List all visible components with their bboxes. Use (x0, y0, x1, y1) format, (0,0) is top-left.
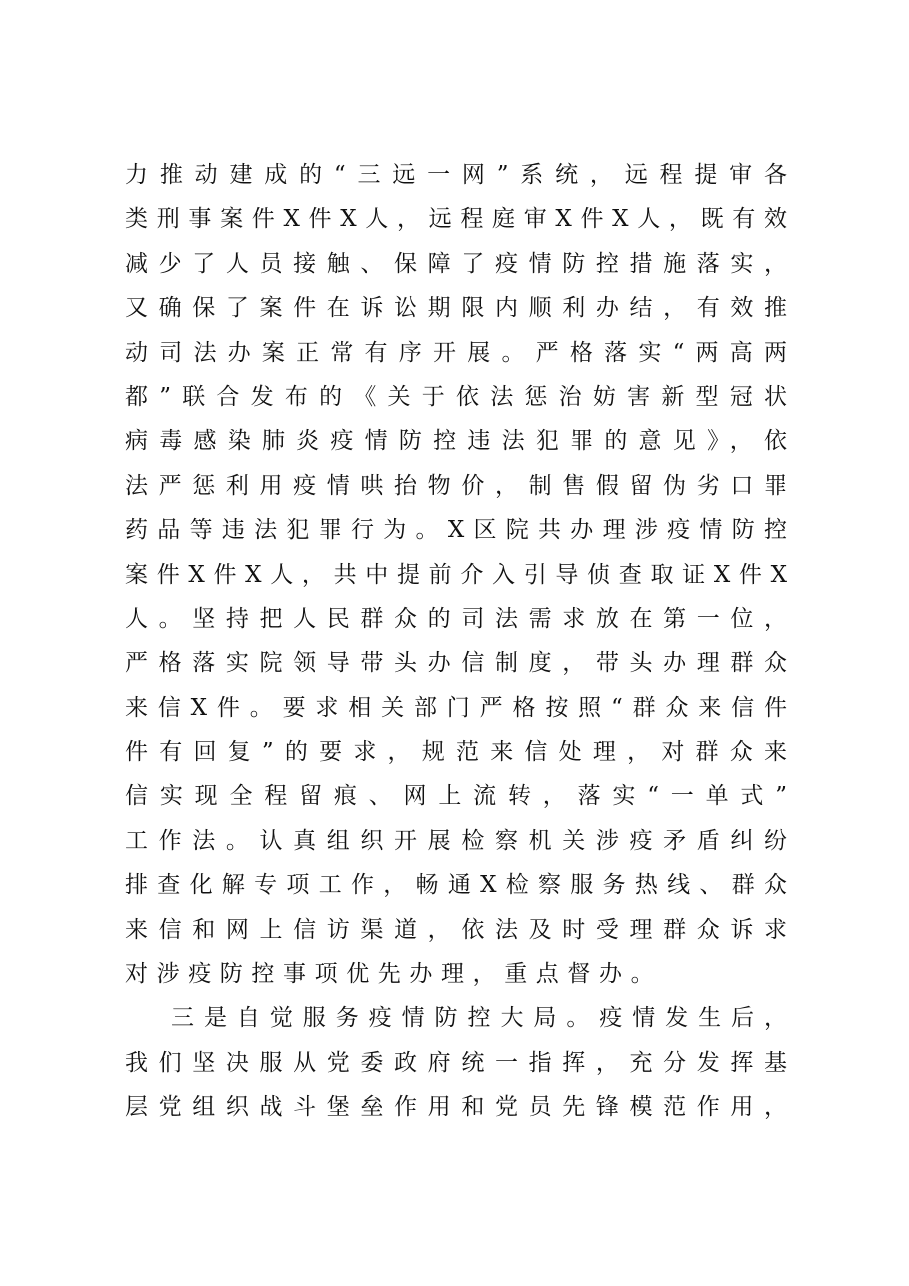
text-line: 病毒感染肺炎疫情防控违法犯罪的意见》，依 (125, 428, 789, 455)
text-line: 来信X件。要求相关部门严格按照“群众来信件 (125, 694, 789, 721)
text-line: 法严惩利用疫情哄抬物价，制售假留伪劣口罪 (125, 472, 789, 499)
text-line: 工作法。认真组织开展检察机关涉疫矛盾纠纷 (125, 827, 789, 854)
text-line: 来信和网上信访渠道，依法及时受理群众诉求 (125, 916, 789, 943)
text-line: 力推动建成的“三远一网”系统，远程提审各 (125, 162, 789, 188)
text-line: 案件X件X人，共中提前介入引导侦查取证X件X (125, 561, 789, 588)
text-line: 信实现全程留痕、网上流转，落实“一单式” (125, 783, 789, 810)
text-line: 排查化解专项工作，畅通X检察服务热线、群众 (125, 872, 789, 899)
text-line: 减少了人员接触、保障了疫情防控措施落实， (125, 250, 789, 277)
text-line: 件有回复”的要求，规范来信处理，对群众来 (125, 739, 789, 766)
text-line: 层党组织战斗堡垒作用和党员先锋模范作用， (125, 1094, 789, 1121)
text-line: 类刑事案件X件X人，远程庭审X件X人，既有效 (125, 206, 789, 233)
text-line: 严格落实院领导带头办信制度，带头办理群众 (125, 650, 789, 677)
paragraph-first-line: 三是自觉服务疫情防控大局。疫情发生后， (171, 1005, 789, 1032)
paragraph-last-line: 对涉疫防控事项优先办理，重点督办。 (125, 961, 663, 988)
text-line: 都”联合发布的《关于依法惩治妨害新型冠状 (125, 383, 789, 410)
text-line: 人。坚持把人民群众的司法需求放在第一位， (125, 605, 789, 632)
text-line: 又确保了案件在诉讼期限内顺利办结，有效推 (125, 295, 789, 322)
body-text (125, 153, 789, 1130)
text-line: 我们坚决服从党委政府统一指挥，充分发挥基 (125, 1049, 789, 1076)
text-line: 动司法办案正常有序开展。严格落实“两高两 (125, 339, 789, 366)
text-line: 药品等违法犯罪行为。X区院共办理涉疫情防控 (125, 517, 789, 544)
